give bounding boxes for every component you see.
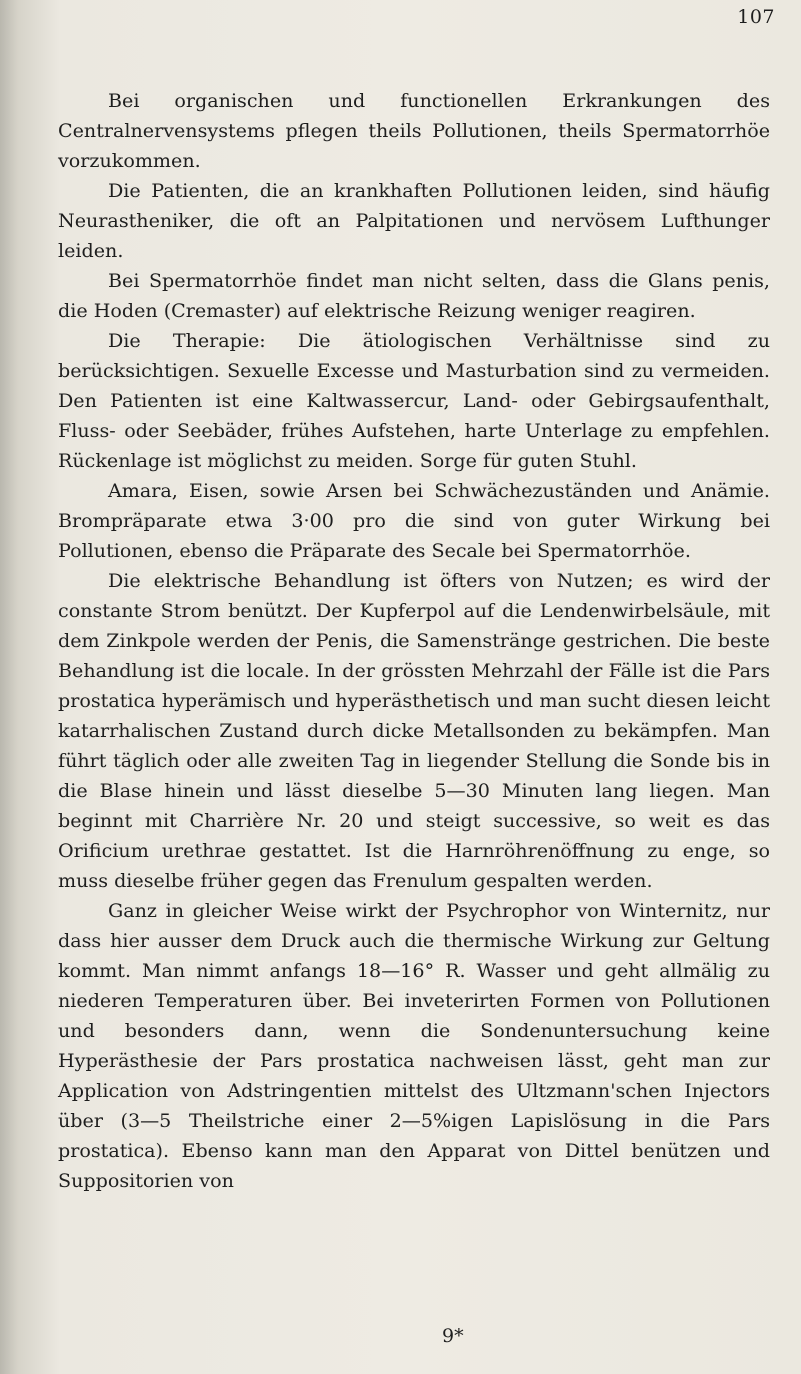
body-text [58,86,770,1196]
paragraph-neurastheniker: Die Patienten, die an krankhaften Pollutionen leiden, sind häufig Neurastheniker, die oft an Palpitationen und nervösem Lufthunger leiden. [58,179,770,262]
paragraph-pollutionen-intro: Bei organischen und functionellen Erkrankungen des Centralnervensystems pflegen theils Pollutionen, theils Spermatorrhöe vorzukommen. [58,89,770,172]
paragraph-elektrische-behandlung: Die elektrische Behandlung ist öfters von Nutzen; es wird der constante Strom benützt. Der Kupferpol auf die Lendenwirbelsäule, mit dem Zinkpole werden der Penis, die Samenstränge gestrichen. Die beste Behandlung ist die locale. In der grössten Mehrzahl der Fälle ist die Pars prostatica hyperämisch und hyperästhetisch und man sucht diesen leicht katarrhalischen Zustand durch dicke Metallsonden zu bekämpfen. Man führt täglich oder alle zweiten Tag in liegender Stellung die Sonde bis in die Blase hinein und lässt dieselbe 5—30 Minuten lang liegen. Man beginnt mit Charrière Nr. 20 und steigt successive, so weit es das Orificium urethrae gestattet. Ist die Harnröhrenöffnung zu enge, so muss dieselbe früher gegen das Frenulum gespalten werden. [58,569,770,892]
paragraph-spermatorrhoe: Bei Spermatorrhöe findet man nicht selten, dass die Glans penis, die Hoden (Cremaster) auf elektrische Reizung weniger reagiren. [58,269,770,322]
paragraph-medikamente: Amara, Eisen, sowie Arsen bei Schwächezuständen und Anämie. Brompräparate etwa 3·00 pro die sind von guter Wirkung bei Pollutionen, ebenso die Präparate des Secale bei Spermatorrhöe. [58,479,770,562]
paragraph-psychrophor: Ganz in gleicher Weise wirkt der Psychrophor von Winternitz, nur dass hier ausser dem Druck auch die thermische Wirkung zur Geltung kommt. Man nimmt anfangs 18—16° R. Wasser und geht allmälig zu niederen Temperaturen über. Bei inveterirten Formen von Pollutionen und besonders dann, wenn die Sondenuntersuchung keine Hyperästhesie der Pars prostatica nachweisen lässt, geht man zur Application von Adstringentien mittelst des Ultzmann'schen Injectors über (3—5 Theilstriche einer 2—5%igen Lapislösung in die Pars prostatica). Ebenso kann man den Apparat von Dittel benützen und Suppositorien von [58,899,770,1192]
paragraph-therapie: Die Therapie: Die ätiologischen Verhältnisse sind zu berücksichtigen. Sexuelle Excesse und Masturbation sind zu vermeiden. Den Patienten ist eine Kaltwassercur, Land- oder Gebirgsaufenthalt, Fluss- oder Seebäder, frühes Aufstehen, harte Unterlage zu empfehlen. Rückenlage ist möglichst zu meiden. Sorge für guten Stuhl. [58,329,770,472]
page-number: 107 [737,6,775,28]
signature-mark: 9* [442,1325,464,1347]
